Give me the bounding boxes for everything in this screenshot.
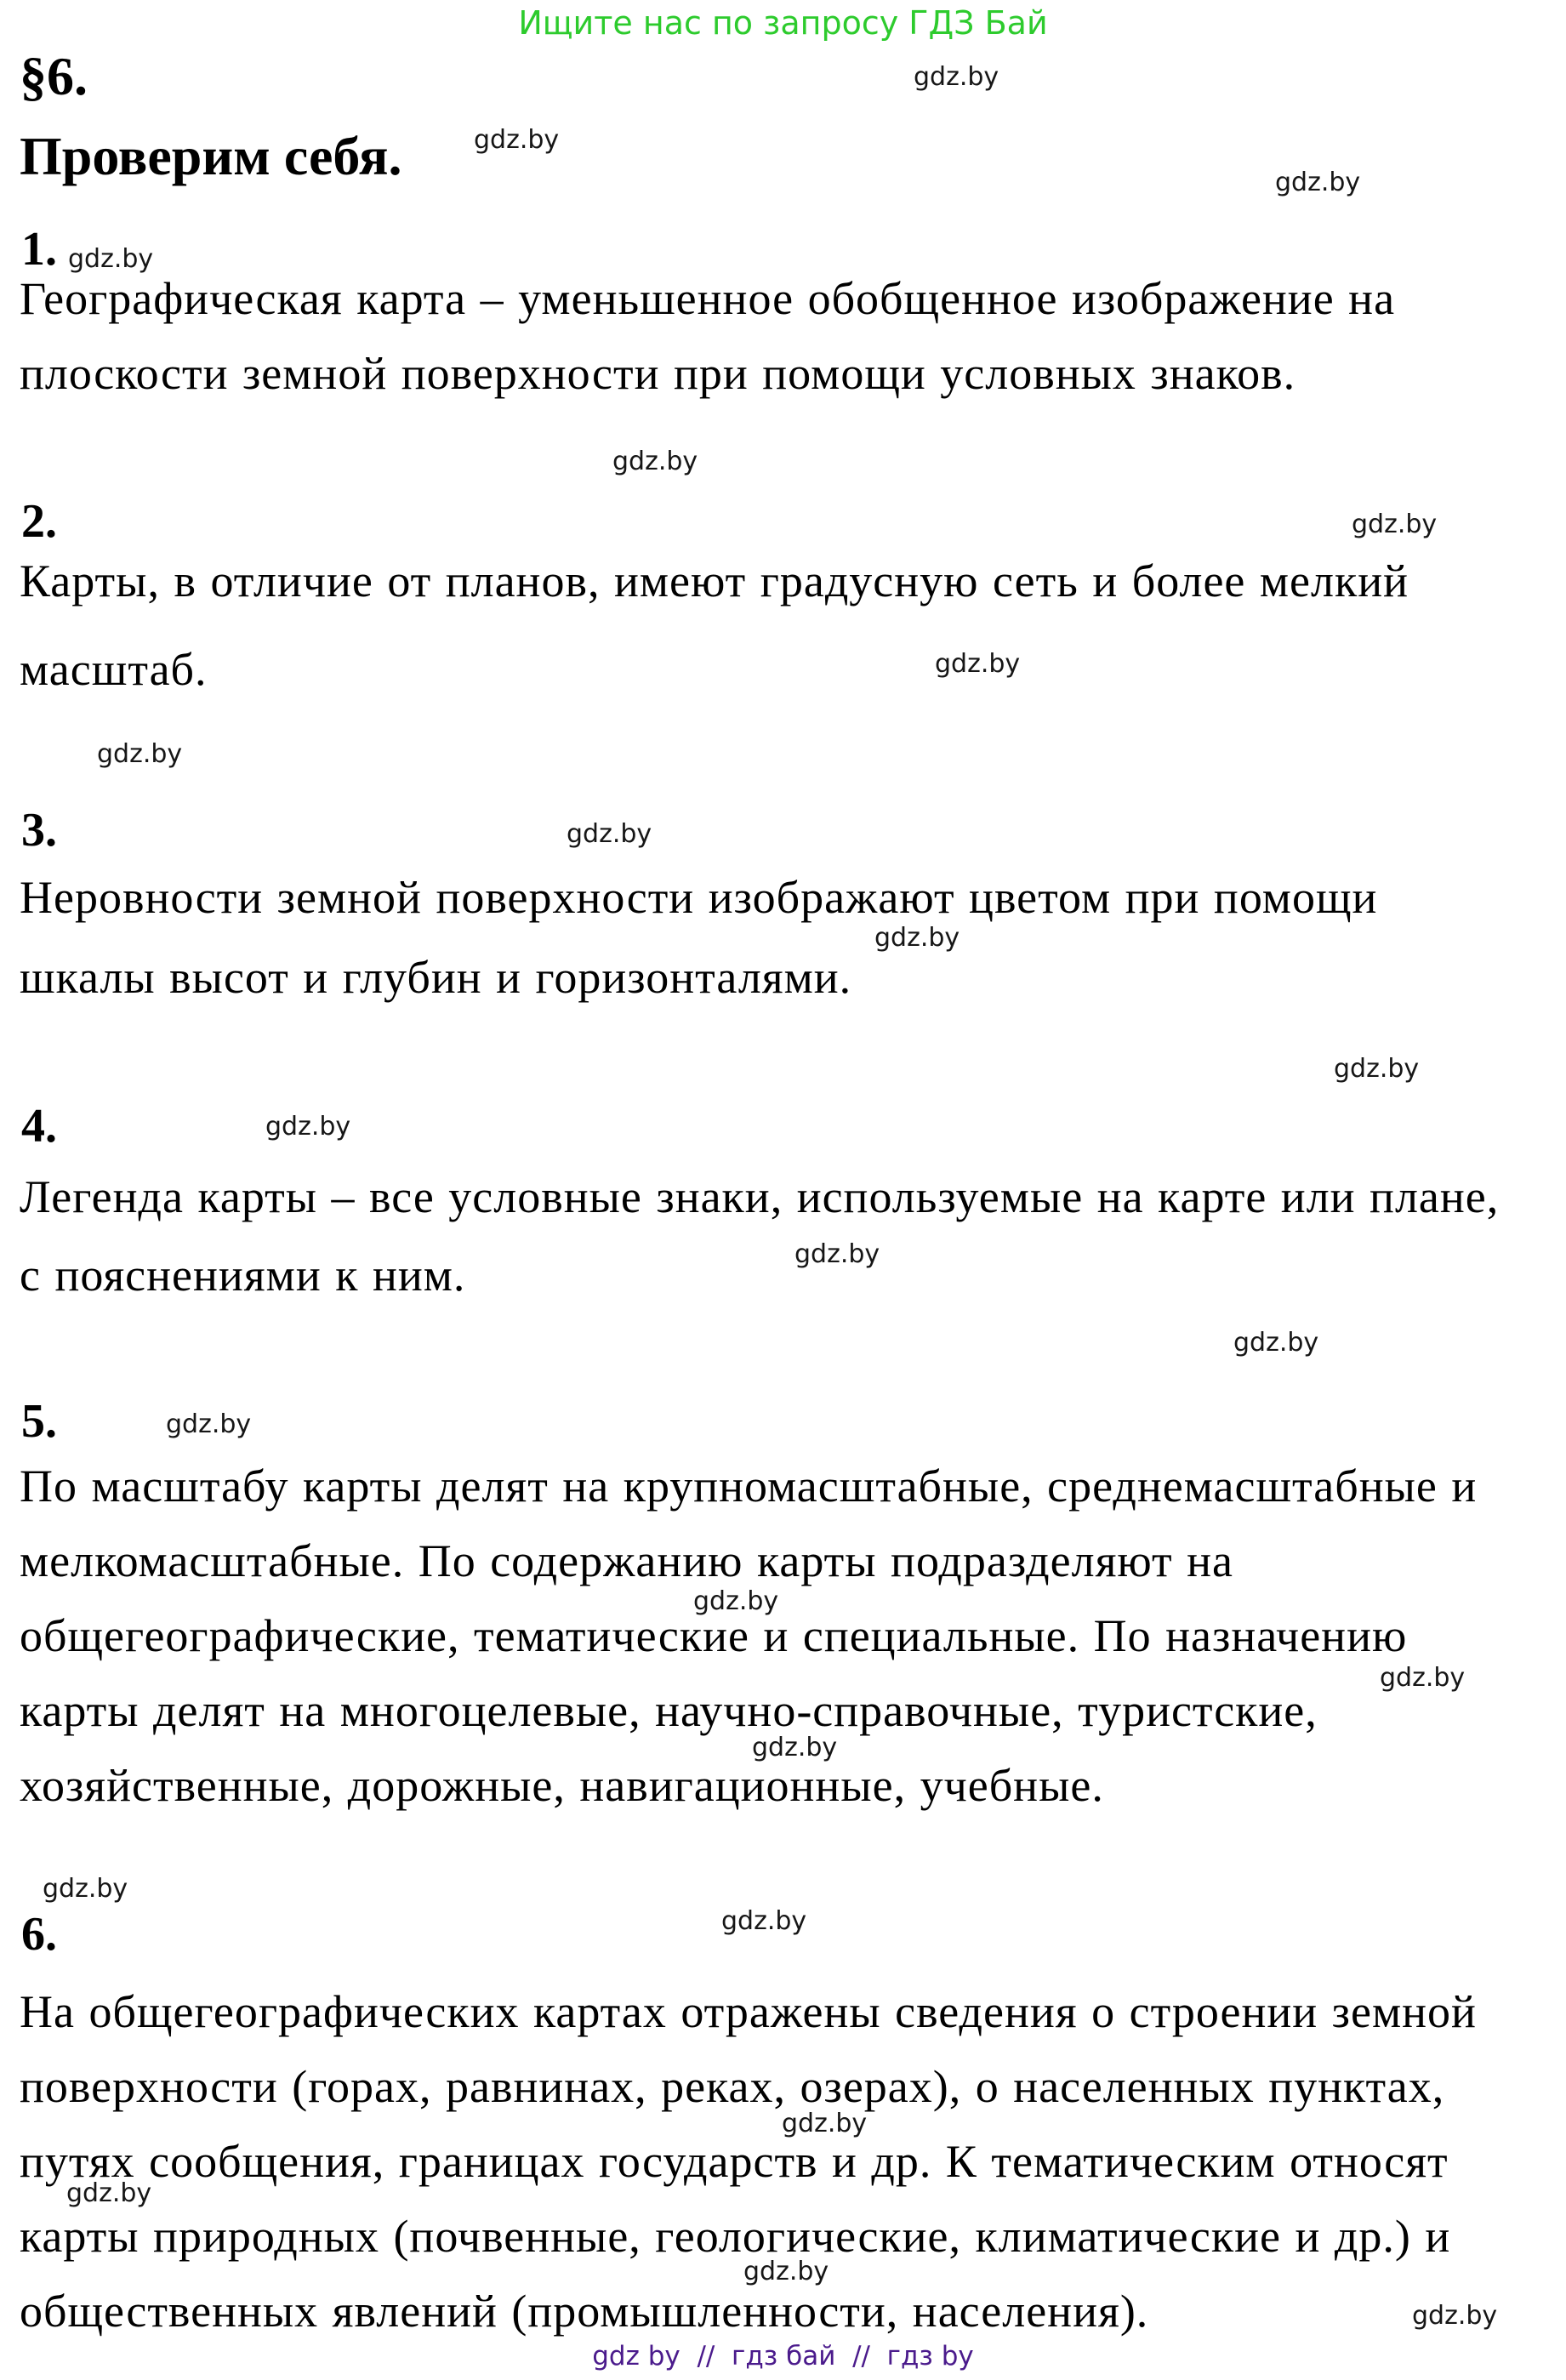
- gdz-watermark: gdz.by: [97, 739, 183, 769]
- answer-5-line: По масштабу карты делят на крупномасштабные, среднемасштабные и: [20, 1460, 1478, 1512]
- answer-number-5: 5.: [21, 1395, 57, 1448]
- gdz-watermark: gdz.by: [782, 2109, 868, 2138]
- gdz-watermark: gdz.by: [1412, 2301, 1498, 2331]
- gdz-watermark: gdz.by: [66, 2178, 152, 2208]
- gdz-watermark: gdz.by: [721, 1906, 807, 1936]
- gdz-watermark: gdz.by: [874, 923, 960, 953]
- answer-1-line: плоскости земной поверхности при помощи условных знаков.: [20, 348, 1296, 399]
- gdz-watermark: gdz.by: [1334, 1054, 1420, 1084]
- answer-number-4: 4.: [21, 1100, 57, 1153]
- gdz-watermark: gdz.by: [612, 447, 698, 476]
- gdz-watermark: gdz.by: [794, 1239, 880, 1269]
- paragraph-label: §6.: [20, 46, 88, 106]
- answer-6-line: карты природных (почвенные, геологические, климатические и др.) и: [20, 2211, 1451, 2262]
- answer-number-6: 6.: [21, 1908, 57, 1961]
- gdz-watermark: gdz.by: [935, 649, 1021, 679]
- gdz-watermark: gdz.by: [474, 125, 560, 155]
- answer-4-line: с пояснениями к ним.: [20, 1250, 466, 1301]
- gdz-watermark: gdz.by: [752, 1733, 838, 1762]
- page-title: Проверим себя.: [20, 126, 402, 186]
- answer-2-line: масштаб.: [20, 644, 208, 695]
- gdz-watermark: gdz.by: [43, 1874, 128, 1904]
- answer-5-line: мелкомасштабные. По содержанию карты подразделяют на: [20, 1535, 1234, 1586]
- gdz-watermark: gdz.by: [567, 819, 652, 849]
- answer-1-line: Географическая карта – уменьшенное обобщенное изображение на: [20, 273, 1396, 324]
- answer-6-line: поверхности (горах, равнинах, реках, озерах), о населенных пунктах,: [20, 2061, 1445, 2112]
- answer-number-3: 3.: [21, 804, 57, 857]
- answer-3-line: Неровности земной поверхности изображают цветом при помощи: [20, 872, 1378, 923]
- answer-6-line: На общегеографических картах отражены сведения о строении земной: [20, 1986, 1477, 2037]
- answer-5-line: карты делят на многоцелевые, научно-справочные, туристские,: [20, 1685, 1318, 1736]
- answer-5-line: хозяйственные, дорожные, навигационные, учебные.: [20, 1760, 1104, 1811]
- answer-5-line: общегеографические, тематические и специальные. По назначению: [20, 1610, 1408, 1661]
- answer-4-line: Легенда карты – все условные знаки, используемые на карте или плане,: [20, 1171, 1500, 1222]
- gdz-watermark: gdz.by: [693, 1586, 779, 1616]
- gdz-watermark: gdz.by: [1380, 1663, 1466, 1693]
- gdz-watermark: gdz.by: [68, 244, 154, 274]
- gdz-watermark: gdz.by: [1275, 168, 1361, 197]
- gdz-watermark: gdz.by: [914, 62, 999, 92]
- answer-number-1: 1.: [21, 223, 57, 276]
- gdz-watermark: gdz.by: [1233, 1328, 1319, 1358]
- answer-6-line: путях сообщения, границах государств и др. К тематическим относят: [20, 2136, 1449, 2187]
- promo-banner: Ищите нас по запросу ГДЗ Бай: [518, 4, 1048, 42]
- footer-brand-line: gdz by // гдз бай // гдз by: [592, 2341, 974, 2371]
- gdz-watermark: gdz.by: [743, 2257, 829, 2286]
- answer-6-line: общественных явлений (промышленности, населения).: [20, 2286, 1149, 2337]
- gdz-watermark: gdz.by: [166, 1409, 252, 1439]
- gdz-watermark: gdz.by: [1352, 510, 1438, 539]
- answer-3-line: шкалы высот и глубин и горизонталями.: [20, 952, 852, 1003]
- gdz-watermark: gdz.by: [265, 1112, 351, 1142]
- answer-number-2: 2.: [21, 495, 57, 548]
- answer-2-line: Карты, в отличие от планов, имеют градусную сеть и более мелкий: [20, 555, 1409, 606]
